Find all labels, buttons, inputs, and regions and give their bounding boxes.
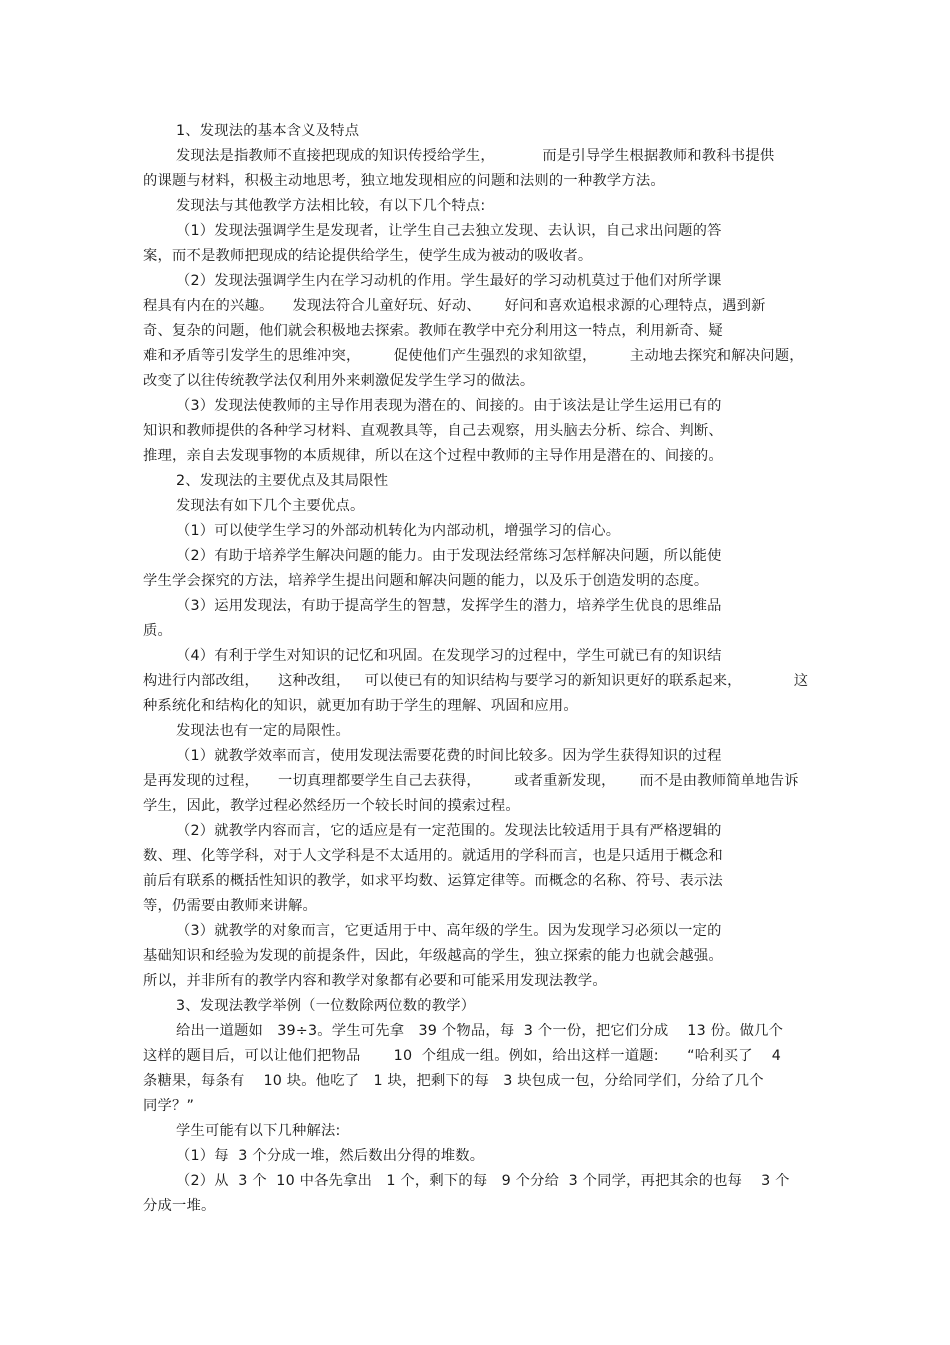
- text-line: （2）有助于培养学生解决问题的能力。由于发现法经常练习怎样解决问题，所以能使: [176, 548, 722, 564]
- section-heading: 2、发现法的主要优点及其局限性: [176, 473, 389, 489]
- text-line: 程具有内在的兴趣。 发现法符合儿童好玩、好动、 好问和喜欢追根求源的心理特点，遇到新: [143, 298, 766, 314]
- text-line: 是再发现的过程， 一切真理都要学生自己去获得， 或者重新发现， 而不是由教师简单地告诉: [143, 773, 799, 789]
- text-line: （4）有利于学生对知识的记忆和巩固。在发现学习的过程中，学生可就已有的知识结: [176, 648, 722, 664]
- section-heading: 3、发现法教学举例（一位数除两位数的教学）: [176, 998, 476, 1014]
- text-line: 学生学会探究的方法，培养学生提出问题和解决问题的能力，以及乐于创造发明的态度。: [143, 573, 709, 589]
- text-line: 奇、复杂的问题，他们就会积极地去探索。教师在教学中充分利用这一特点，利用新奇、疑: [143, 323, 723, 339]
- text-line: （1）发现法强调学生是发现者，让学生自己去独立发现、去认识，自己求出问题的答: [176, 223, 722, 239]
- text-line: 条糖果，每条有 10 块。他吃了 1 块，把剩下的每 3 块包成一包，分给同学们，分给了几个: [143, 1073, 764, 1089]
- text-line: （2）从 3 个 10 中各先拿出 1 个，剩下的每 9 个分给 3 个同学，再把其余的也每 3 个: [176, 1173, 790, 1189]
- text-line: 的课题与材料，积极主动地思考，独立地发现相应的问题和法则的一种教学方法。: [143, 173, 665, 189]
- text-line: （1）可以使学生学习的外部动机转化为内部动机，增强学习的信心。: [176, 523, 621, 539]
- text-line: 这样的题目后，可以让他们把物品 10 个组成一组。例如，给出这样一道题: “哈利买了 4: [143, 1048, 782, 1064]
- text-line: 质。: [143, 623, 172, 639]
- text-line: 发现法也有一定的局限性。: [176, 723, 350, 739]
- text-line: 种系统化和结构化的知识，就更加有助于学生的理解、巩固和应用。: [143, 698, 578, 714]
- text-line: 改变了以往传统教学法仅利用外来刺激促发学生学习的做法。: [143, 373, 535, 389]
- text-line: （3）发现法使教师的主导作用表现为潜在的、间接的。由于该法是让学生运用已有的: [176, 398, 722, 414]
- text-line: （3）就教学的对象而言，它更适用于中、高年级的学生。因为发现学习必须以一定的: [176, 923, 722, 939]
- section-heading: 1、发现法的基本含义及特点: [176, 123, 360, 139]
- text-line: 推理，亲自去发现事物的本质规律，所以在这个过程中教师的主导作用是潜在的、间接的。: [143, 448, 723, 464]
- text-line: （2）就教学内容而言，它的适应是有一定范围的。发现法比较适用于具有严格逻辑的: [176, 823, 722, 839]
- text-line: 发现法是指教师不直接把现成的知识传授给学生， 而是引导学生根据教师和教科书提供: [176, 148, 775, 164]
- text-line: 所以，并非所有的教学内容和教学对象都有必要和可能采用发现法教学。: [143, 973, 607, 989]
- text-line: 同学？”: [143, 1098, 195, 1114]
- text-line: 给出一道题如 39÷3。学生可先拿 39 个物品，每 3 个一份，把它们分成 13 份。做几个: [176, 1023, 784, 1039]
- text-line: （1）每 3 个分成一堆，然后数出分得的堆数。: [176, 1148, 485, 1164]
- text-line: 发现法与其他教学方法相比较，有以下几个特点:: [176, 198, 486, 214]
- text-line: 发现法有如下几个主要优点。: [176, 498, 365, 514]
- text-line: 基础知识和经验为发现的前提条件，因此，年级越高的学生，独立探索的能力也就会越强。: [143, 948, 723, 964]
- text-line: （3）运用发现法，有助于提高学生的智慧，发挥学生的潜力，培养学生优良的思维品: [176, 598, 722, 614]
- text-line: （2）发现法强调学生内在学习动机的作用。学生最好的学习动机莫过于他们对所学课: [176, 273, 722, 289]
- text-line: （1）就教学效率而言，使用发现法需要花费的时间比较多。因为学生获得知识的过程: [176, 748, 722, 764]
- text-line: 难和矛盾等引发学生的思维冲突， 促使他们产生强烈的求知欲望， 主动地去探究和解决问题，: [143, 348, 804, 364]
- text-line: 学生，因此，教学过程必然经历一个较长时间的摸索过程。: [143, 798, 520, 814]
- text-line: 构进行内部改组， 这种改组， 可以使已有的知识结构与要学习的新知识更好的联系起来， 这: [143, 673, 809, 689]
- text-line: 学生可能有以下几种解法:: [176, 1123, 341, 1139]
- text-line: 等，仍需要由教师来讲解。: [143, 898, 317, 914]
- text-line: 案，而不是教师把现成的结论提供给学生，使学生成为被动的吸收者。: [143, 248, 593, 264]
- text-line: 前后有联系的概括性知识的教学，如求平均数、运算定律等。而概念的名称、符号、表示法: [143, 873, 723, 889]
- text-line: 知识和教师提供的各种学习材料、直观教具等，自己去观察，用头脑去分析、综合、判断、: [143, 423, 723, 439]
- text-line: 数、理、化等学科，对于人文学科是不太适用的。就适用的学科而言，也是只适用于概念和: [143, 848, 723, 864]
- text-line: 分成一堆。: [143, 1198, 216, 1214]
